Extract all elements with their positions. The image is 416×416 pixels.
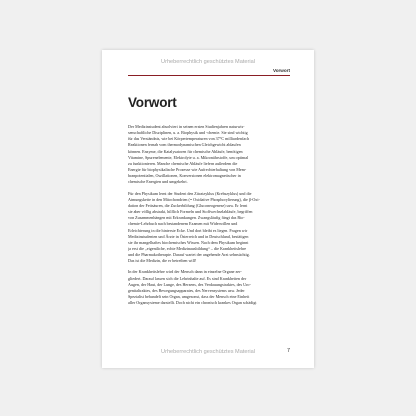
text-line: In der Krankheitslehre wird der Mensch dann in einzelne Organe zer- bbox=[128, 269, 242, 275]
book-page bbox=[102, 50, 314, 368]
text-line: ja erst die „eigentliche, echte Medizinausbildung“ – die Krankheitslehre bbox=[128, 245, 247, 251]
text-line: und die Pharmakotherapie. Darauf wartet der angehende Arzt sehnsüchtig. bbox=[128, 252, 250, 258]
text-line: Augen, der Haut, der Lunge, des Herzens, des Verdauungstraktes, des Uro- bbox=[128, 281, 251, 287]
text-line: aller Organsysteme darstellt. Doch nicht ein chronisch krankes Organ schädigt bbox=[128, 300, 257, 306]
copyright-watermark-bottom: Urheberrechtlich geschütztes Material bbox=[161, 349, 255, 355]
text-line: gliedert. Darauf lassen sich die Lehrinhalte auf. Es sind Krankheiten der bbox=[128, 275, 247, 281]
text-line: chemie-Lehrbuch nach bestandenem Examen mit Widerwillen und bbox=[128, 221, 238, 227]
text-line: sie ihr mangelhaftes biochemisches Wissen. Nach dem Physikum beginnt bbox=[128, 239, 249, 245]
body-text bbox=[128, 124, 290, 311]
text-line: zu funktionieren. Manche chemische Abläufe liefern außerdem die bbox=[128, 160, 238, 166]
text-line: Vitamine, Spurenelemente, Elektrolyte u. a. Mikronährstoffe, um optimal bbox=[128, 154, 249, 160]
paragraph bbox=[128, 269, 290, 306]
text-line: Erleichterung in die hinterste Ecke. Und dort bleibt es liegen. Fragen wir bbox=[128, 227, 248, 233]
text-line: Das ist die Medizin, die er betreiben will! bbox=[128, 258, 197, 264]
header-rule bbox=[128, 75, 290, 76]
text-line: branpotentialen, Oszillationen, Konversionen elektromagnetischer in bbox=[128, 173, 241, 179]
text-line: chemische Energien und umgekehrt. bbox=[128, 179, 188, 185]
text-line: können. Enzyme, die Katalysatoren für chemische Abläufe, benötigen bbox=[128, 148, 243, 154]
paragraph bbox=[128, 124, 290, 186]
text-line: von Zusammenhängen mit Erkrankungen. Zwangsläufig fängt das Bio- bbox=[128, 215, 245, 221]
text-line: genitaltraktes, des Bewegungsapparates, des Nervensystems usw. Jeder bbox=[128, 287, 245, 293]
text-line: dation der Fettsäuren, die Zuckerbildung (Gluconeogenese) usw. Er lernt bbox=[128, 202, 248, 208]
text-line: Atmungskette in den Mitochondrien (= Oxidative Phosphorylierung), die β-Oxi- bbox=[128, 196, 260, 202]
text-line: Medizinstudenten und Ärzte in Österreich und in Deutschland, bestätigen bbox=[128, 233, 249, 239]
text-line: für das Verständnis, wie bei Körpertemperaturen von 37°C milliardenfach bbox=[128, 136, 250, 142]
text-line: sie aber völlig abstrakt, hilflich Formeln und Stoffwechselabläufe, begriffen bbox=[128, 209, 253, 215]
page-title: Vorwort bbox=[128, 95, 177, 110]
paragraph bbox=[128, 191, 290, 265]
copyright-watermark-top: Urheberrechtlich geschütztes Material bbox=[161, 59, 255, 65]
text-line: Für den Physikum lernt der Student den Zitratzyklus (Krebszyklus) und die bbox=[128, 190, 252, 196]
text-line: Der Medizinstudent absolviert in seinen ersten Studienjahren naturwis- bbox=[128, 124, 245, 129]
text-line: senschaftliche Disziplinen, u. a. Biophysik und -chemie. Sie sind wichtig bbox=[128, 130, 248, 136]
text-line: Energie für biophysikalische Prozesse wie Aufrechterhaltung von Mem- bbox=[128, 167, 247, 173]
text-line: Spezialist behandelt sein Organ, umgesonst, dass der Mensch eine Einheit bbox=[128, 294, 250, 300]
running-header: Vorwort bbox=[272, 68, 290, 73]
page-number: 7 bbox=[287, 348, 290, 354]
text-line: Reaktionen fernab vom thermodynamischen Gleichgewicht ablaufen bbox=[128, 142, 241, 148]
